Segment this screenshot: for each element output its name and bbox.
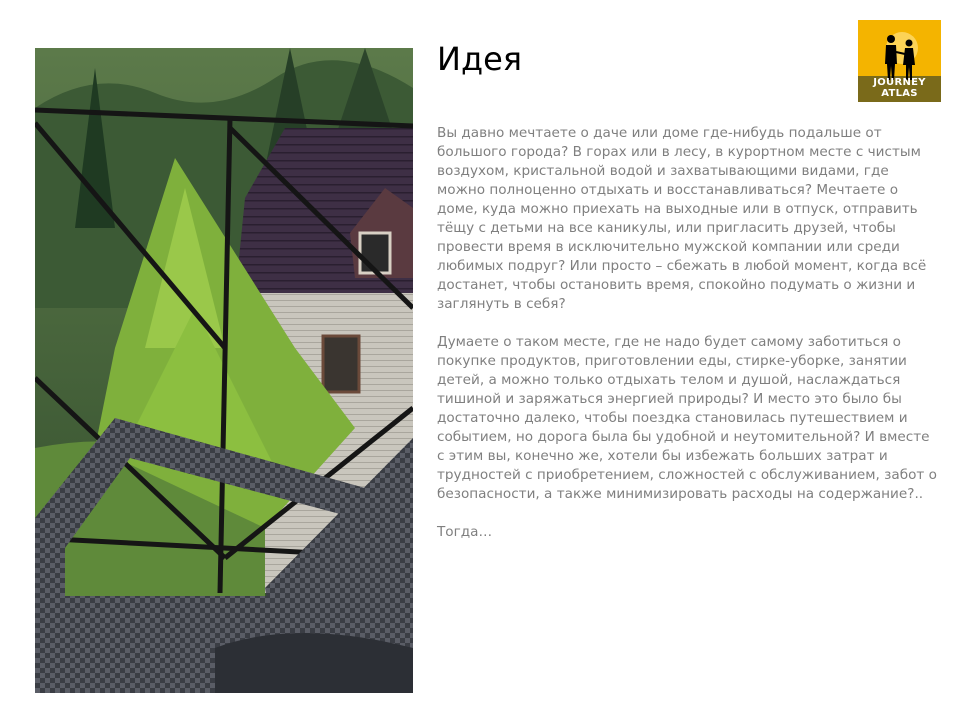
paragraph-2: Думаете о таком месте, где не надо будет самому заботиться о покупке продуктов, приготовлении еды, стирке-уборке, занятии детей, а можно только отдыхать телом и душой, наслаждаться тишиной и заряжаться энергией природы? И место это было бы достаточно далеко, чтобы поездка становилась путешествием и событием, но дорога была бы удобной и неутомительной? И вместе с этим вы, конечно же, хотели бы избежать больших затрат и трудностей с приобретением, сложностей с обслуживанием, забот о безопасности, а также минимизировать расходы на содержание?.. xyxy=(437,334,937,502)
journey-atlas-logo xyxy=(858,20,941,102)
paragraph-3: Тогда… xyxy=(437,524,493,540)
logo-text: JOURNEY ATLAS xyxy=(873,77,926,99)
slide-title: Идея xyxy=(437,40,522,78)
slide-body xyxy=(437,124,937,561)
paragraph-1: Вы давно мечтаете о даче или доме где-нибудь подальше от большого города? В горах или в лесу, в курортном месте с чистым воздухом, кристальной водой и захватывающими видами, где можно полноценно отдыхать и восстанавливаться? Мечтаете о доме, куда можно приехать на выходные или в отпуск, отправить тёщу с детьми на все каникулы, или пригласить друзей, чтобы провести время в исключительно мужской компании или среди любимых подруг? Или просто – сбежать в любой момент, когда всё достанет, чтобы остановить время, спокойно подумать о жизни и заглянуть в себя? xyxy=(437,125,927,312)
balcony-view-photo xyxy=(35,48,413,693)
